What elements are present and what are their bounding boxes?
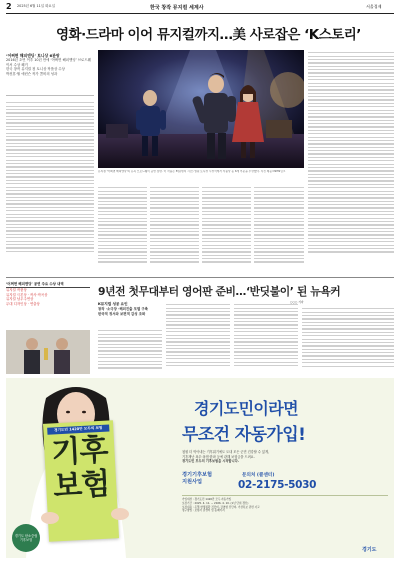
summary-box-title: ‘어쩌면 해피엔딩’ 토니상 6관왕 [6,53,60,58]
stage-photo-image [98,50,304,168]
ad-detail-line: 가입대상 : 경기도민 1420만 모두 자동가입 [182,498,232,501]
article2-photo[interactable] [6,330,90,374]
office-sub: 지원사업 [182,479,203,485]
summary-line: 2016년 초연 이후 10년 만에 ‘아쩌면 해피엔딩’ 브로드웨이서 수상 쾌거 [6,58,91,67]
ad-body [182,450,382,464]
article2-subhead [98,302,164,328]
awards-line: 뮤지컬 극본상 · 작사·작곡상 [6,292,48,297]
awards-line: 뮤지컬 남우주연상 [6,297,34,302]
ad-body-line: 기후재난 폭우·폭염·한파 등에 관해 보험금을 드려요. [182,454,255,459]
awards-line: 무대 디자인상 · 연출상 [6,301,40,306]
page-header [0,0,400,14]
climate-insurance-ad[interactable] [6,378,394,558]
ad-body-line: 청원 더 막아내는 기후위기에도 도내 모든 군민 건강할 수 있게, [182,450,270,454]
poster-title: 기후 보험 [50,432,111,505]
poster-badge: 경기도민 1420만 모두의 보험 [47,424,109,434]
article1-body-col1 [6,100,94,274]
award-photo-image [6,330,90,374]
subhead-line: 창작 ·소극장 ·해외진출 모델 구축 [98,307,148,311]
article1-headline[interactable]: 영화·드라마 이어 뮤지컬까지…美 사로잡은 ‘K스토리’ [56,27,361,43]
article1-body-col3 [150,185,199,275]
article1-body-col4 [202,185,251,275]
article1-summary-box [6,53,94,93]
photo-caption: 뮤지컬 ‘어쩌면 해피엔딩’의 뉴욕 브로드웨이 공연 장면. 이 작품은 8일(현지 시간) 열린 토니상 시상식에서 작품상 등 6개 부문을 수상했다. 사진 제공=NHN링크 [98,170,286,173]
article1-body-col2 [98,185,147,275]
article2-body-col1 [98,328,162,374]
hands-image [36,498,136,538]
article2-awards-box [6,282,90,326]
ad-contact-label: 문의처 (콜센터) [242,473,275,478]
awards-box-title: ‘어쩌면 해피엔딩’ 공연 주요 수상 내역 [6,282,90,288]
ad-circle-badge [12,524,40,552]
ad-detail-line: 보장내용 : 온열·한랭질환 진단비, 감염병 진단비, 기상특보 관련 사고 [182,505,260,509]
article2-body-col2 [166,302,230,374]
subhead-line: 한국적 정서와 보편적 감성 조화 [98,311,146,316]
ad-footer-logo: 경기도 [362,547,377,553]
ad-phone-number[interactable]: 02-2175-5030 [238,479,317,491]
office-title: 경기기후보험 [182,472,213,478]
subhead-title: K뮤지컬 성공 요인 [98,302,128,306]
ad-headline-1: 경기도민이라면 [194,399,298,418]
ad-office-label [182,472,236,492]
ad-details [182,498,388,513]
summary-line: 박천휴·윌 애런슨 작가 콤비의 성과 [6,71,58,76]
awards-line: 뮤지컬 작품상 [6,288,27,292]
ad-detail-line: 청구방법 : 보험사 콜센터 및 홈페이지 [182,509,225,513]
article2-byline: ○○○ 기자 [290,300,304,304]
article1-body-col-right [308,50,394,274]
article2-headline[interactable]: 9년전 첫무대부터 영어판 준비…‘반딧불이’ 된 뉴욕커 [98,285,341,298]
article2-body-col4 [302,306,394,374]
article2-body-col3 [234,302,298,374]
ad-detail-line: 보장기간 : 2025. 4. 11. ~ 2026. 4. 10. (1년 단위 갱신) [182,501,249,505]
circle-badge-text: 경기도 탄소중립 기후보험 [14,534,38,542]
ad-headline-2: 무조건 자동가입! [182,425,306,445]
article1-photo[interactable] [98,50,304,168]
page-number: 2 [6,2,12,11]
section-title: 한국 창작 뮤지컬 세계사 [150,4,204,11]
summary-line: 한국 창작 뮤지컬 첫 토니상 작품상 수상 [6,67,65,72]
ad-body-line: 경기도민 모두의 기후보험을 시작합니다. [182,459,239,464]
issue-date: 2025년 6월 11일 화요일 [17,4,55,8]
publisher-name: 서울경제 [366,4,382,9]
article1-body-col5 [254,185,304,275]
